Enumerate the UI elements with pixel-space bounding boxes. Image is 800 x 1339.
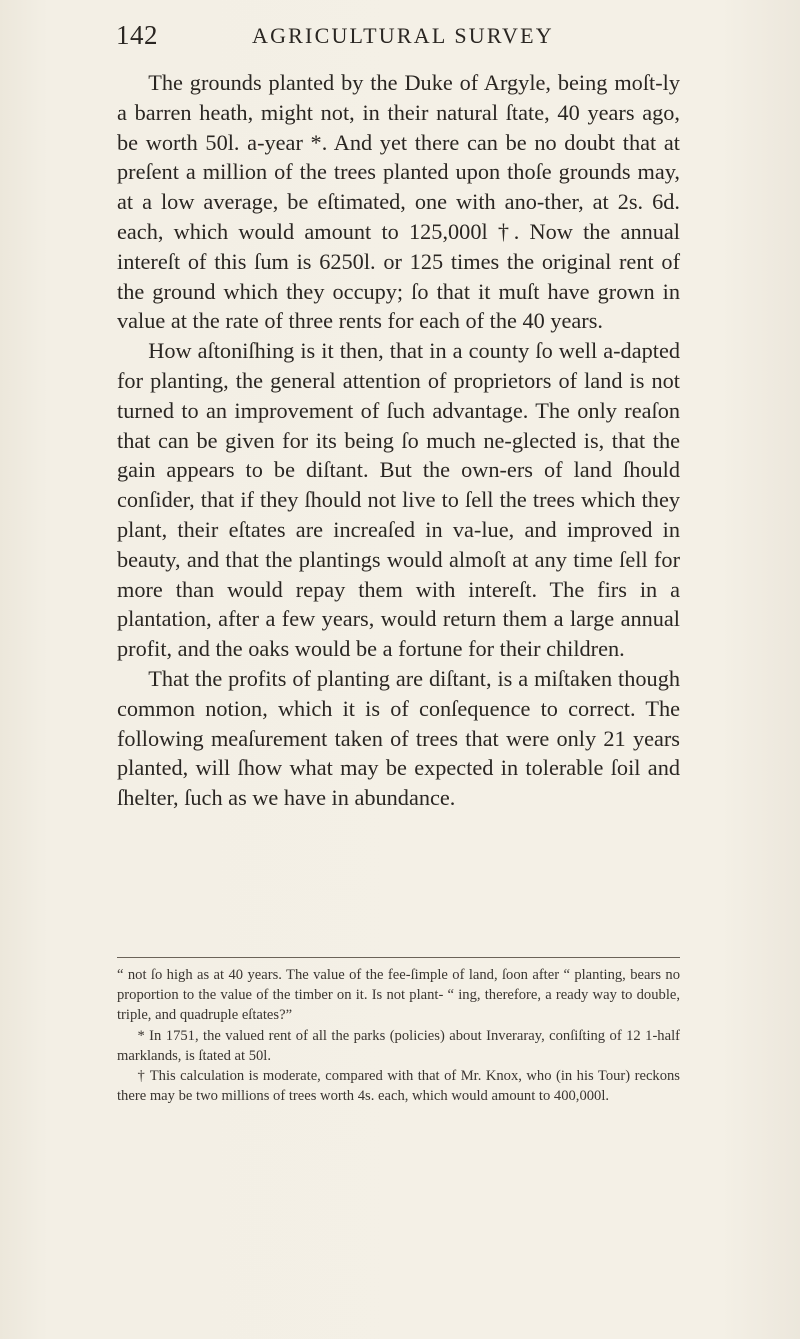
page-header <box>0 0 800 60</box>
footnote-star: * In 1751, the valued rent of all the parks (policies) about Inveraray, conſiſting of 12 1-half marklands, is ſtated at 50l. <box>117 1027 680 1064</box>
footnotes <box>117 965 680 1106</box>
page-number: 142 <box>116 20 158 50</box>
body-text <box>117 68 680 813</box>
paragraph: That the profits of planting are diſtant, is a miſtaken though common notion, which it is of conſequence to correct. The following meaſurement taken of trees that were only 21 years planted, will ſhow what may be expected in tolerable ſoil and ſhelter, ſuch as we have in abundance. <box>117 665 680 811</box>
paragraph: The grounds planted by the Duke of Argyle, being moſt-ly a barren heath, might not, in their natural ſtate, 40 years ago, be worth 50l. a-year *. And yet there can be no doubt that at preſent a million of the trees planted upon thoſe grounds may, at a low average, be eſtimated, one with ano-ther, at 2s. 6d. each, which would amount to 125,000l †. Now the annual intereſt of this ſum is 6250l. or 125 times the original rent of the ground which they occupy; ſo that it muſt have grown in value at the rate of three rents for each of the 40 years. <box>117 70 680 334</box>
running-head: AGRICULTURAL SURVEY <box>252 23 554 48</box>
footnote-dagger: † This calculation is moderate, compared with that of Mr. Knox, who (in his Tour) reckons there may be two millions of trees worth 4s. each, which would amount to 400,000l. <box>117 1068 680 1105</box>
footnote-divider <box>117 957 680 958</box>
paragraph: How aſtoniſhing is it then, that in a county ſo well a-dapted for planting, the general attention of proprietors of land is not turned to an improvement of ſuch advantage. The only reaſon that can be given for its being ſo much ne-glected is, that the gain appears to be diſtant. But the own-ers of land ſhould conſider, that if they ſhould not live to ſell the trees which they plant, their eſtates are increaſed in va-lue, and improved in beauty, and that the plantings would almoſt at any time ſell for more than would repay them with intereſt. The firs in a plantation, after a few years, would return them a large annual profit, and the oaks would be a fortune for their children. <box>117 338 680 662</box>
footnote-quote-continuation: “ not ſo high as at 40 years. The value of the fee-ſimple of land, ſoon after “ planting, bears no proportion to the value of the timber on it. Is not plant- “ ing, therefore, a ready way to double, triple, and quadruple eſtates?” <box>117 967 680 1024</box>
